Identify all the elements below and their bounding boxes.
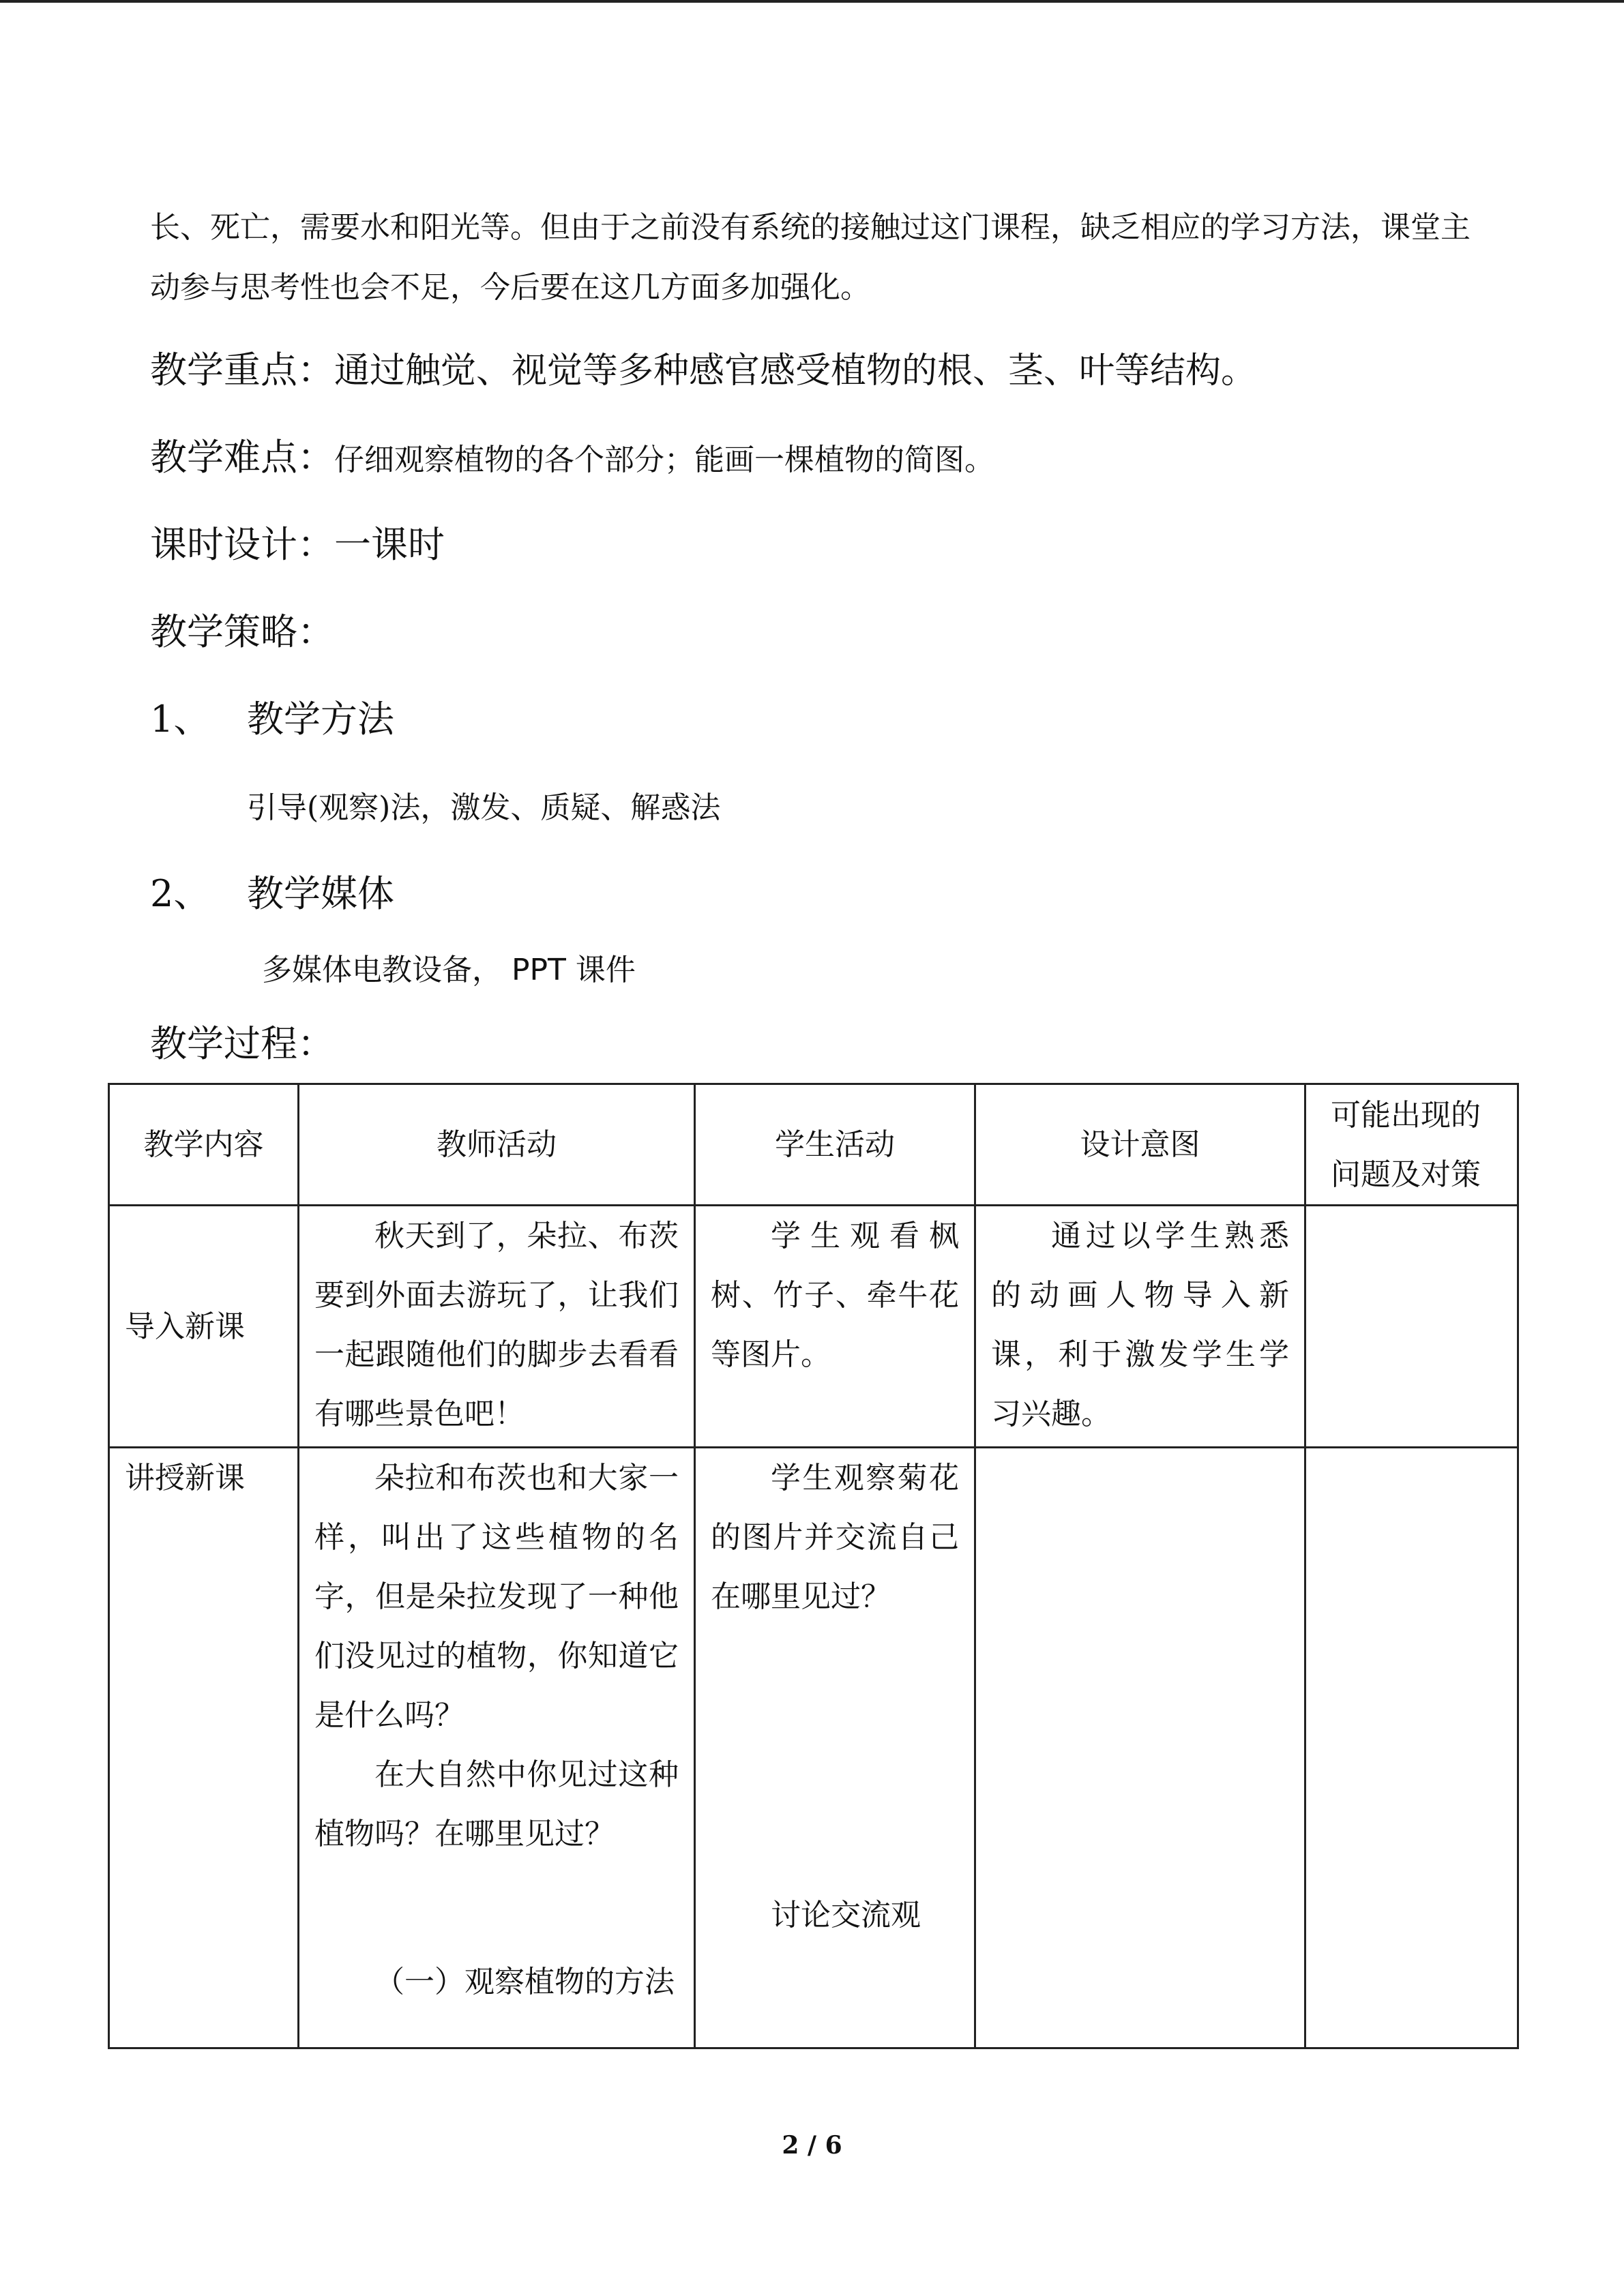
strategy-item-2-content: 多媒体电教设备， PPT 课件: [262, 953, 636, 987]
row-content-label: 讲授新课: [109, 1448, 299, 2048]
key-point-label: 教学重点：: [150, 348, 334, 391]
row-intent-cell: [975, 1448, 1305, 2048]
period-line: [150, 516, 445, 568]
table-row: [109, 1206, 1518, 1448]
row-teacher-cell: [299, 1448, 695, 2048]
table-row: [109, 1448, 1518, 2048]
page-number: 2 / 6: [782, 2131, 842, 2160]
row-issues-cell: [1305, 1448, 1518, 2048]
teacher-text: （一）观察植物的方法: [374, 1965, 675, 1999]
row-content-label: 导入新课: [109, 1206, 299, 1448]
difficulty-value: 仔细观察植物的各个部分；能画一棵植物的简图。: [334, 443, 994, 477]
strategy-item-1-title: 教学方法: [247, 698, 394, 741]
teacher-text: 朵拉和布茨也和大家一样，叫出了这些植物的名字，但是朵拉发现了一种他们没见过的植物，你知道它是什么吗？: [314, 1461, 679, 1733]
page-top-border: [0, 0, 1624, 3]
teacher-text: 秋天到了，朵拉、布茨要到外面去游玩了，让我们一起跟随他们的脚步去看看有哪些景色吧！: [314, 1219, 679, 1431]
lesson-process-table: [108, 1083, 1519, 2049]
col-header-issues: 可能出现的问题及对策: [1305, 1084, 1518, 1206]
process-heading: 教学过程：: [150, 1022, 334, 1065]
strategy-heading: 教学策略：: [150, 610, 334, 653]
col-header-content: 教学内容: [109, 1084, 299, 1206]
strategy-item-1-content: 引导(观察)法，激发、质疑、解惑法: [247, 790, 721, 825]
col-header-student: 学生活动: [695, 1084, 975, 1206]
strategy-item-1-num: 1、: [150, 698, 211, 741]
period-value: 一课时: [334, 523, 445, 566]
key-point-value: 通过触觉、视觉等多种感官感受植物的根、茎、叶等结构。: [334, 351, 1257, 391]
teacher-text: 在大自然中你见过这种植物吗？在哪里见过？: [314, 1757, 679, 1851]
col-header-intent: 设计意图: [975, 1084, 1305, 1206]
intent-text: 通过以学生熟悉的动画人物导入新课，利于激发学生学习兴趣。: [991, 1219, 1289, 1431]
strategy-item-2-num: 2、: [150, 872, 211, 915]
key-point-line: [150, 341, 1256, 393]
row-student-cell: [695, 1448, 975, 2048]
row-teacher-cell: [299, 1206, 695, 1448]
student-text: 学生观察菊花的图片并交流自己在哪里见过？: [711, 1461, 959, 1614]
row-student-cell: [695, 1206, 975, 1448]
row-issues-cell: [1305, 1206, 1518, 1448]
strategy-item-2-title: 教学媒体: [247, 872, 394, 915]
student-text: 学生观看枫树、竹子、牵牛花等图片。: [711, 1219, 959, 1372]
period-label: 课时设计：: [150, 523, 334, 566]
intro-paragraph: 长、死亡，需要水和阳光等。但由于之前没有系统的接触过这门课程，缺乏相应的学习方法，课堂主动参与思考性也会不足，今后要在这几方面多加强化。: [150, 210, 1471, 305]
row-intent-cell: [975, 1206, 1305, 1448]
table-header-row: [109, 1084, 1518, 1206]
difficulty-line: [150, 428, 994, 481]
col-header-teacher: 教师活动: [299, 1084, 695, 1206]
difficulty-label: 教学难点：: [150, 436, 334, 479]
student-text: 讨论交流观: [771, 1898, 921, 1933]
